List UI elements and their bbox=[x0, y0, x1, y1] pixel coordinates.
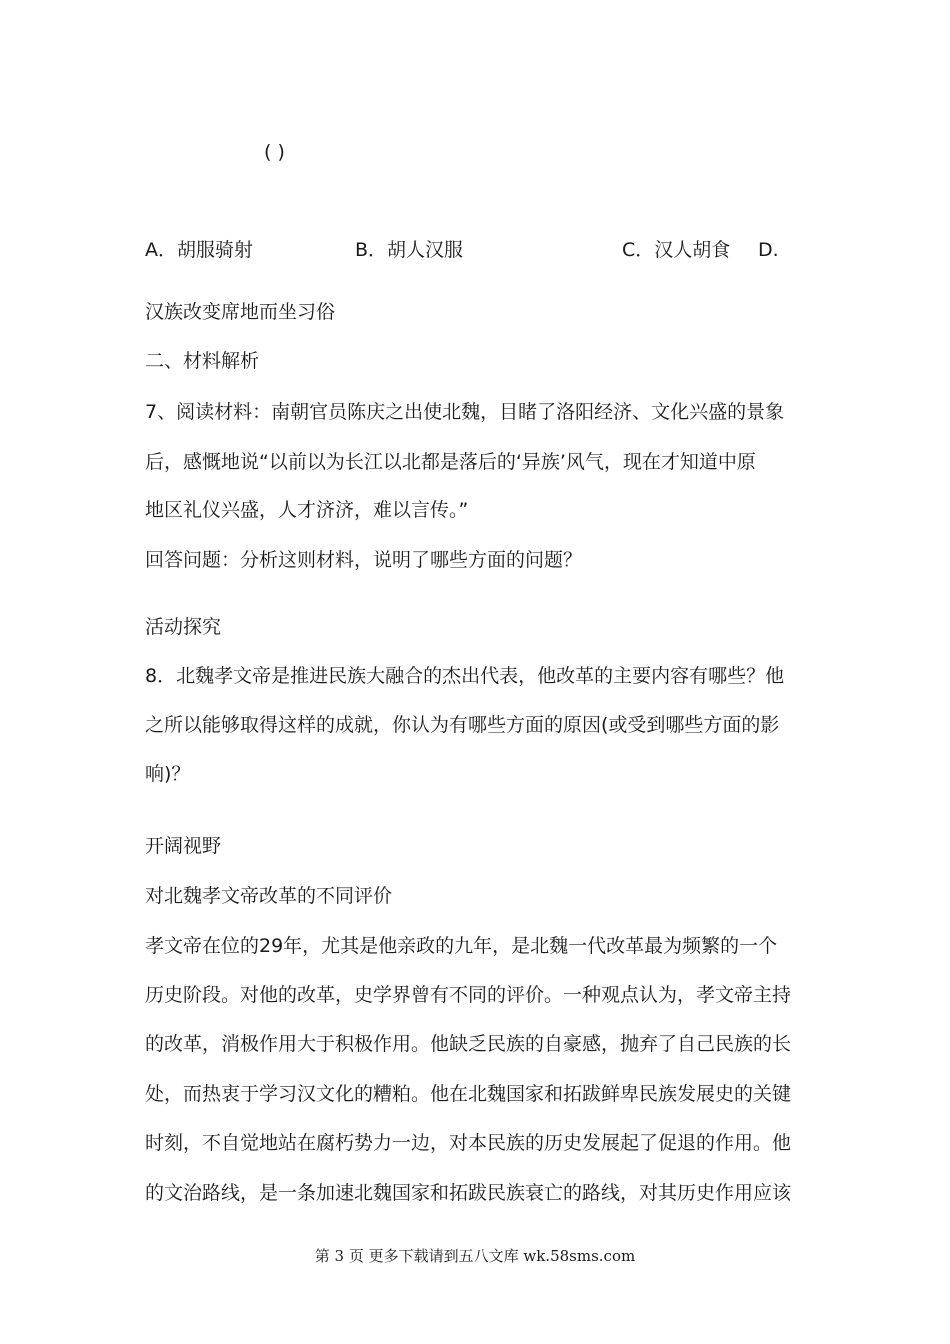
question7-line: 地区礼仪兴盛，人才济济，难以言传。” bbox=[145, 499, 469, 521]
question8-line: 响)？ bbox=[145, 763, 191, 785]
question7-line: 后，感慨地说“以前以为长江以北都是落后的‘异族’风气，现在才知道中原 bbox=[145, 451, 756, 473]
article-line: 历史阶段。对他的改革，史学界曾有不同的评价。一种观点认为，孝文帝主持 bbox=[145, 984, 792, 1006]
article-title: 对北魏孝文帝改革的不同评价 bbox=[145, 885, 393, 907]
question7-line: 7、阅读材料：南朝官员陈庆之出使北魏，目睹了洛阳经济、文化兴盛的景象 bbox=[145, 401, 785, 423]
option-d-text: 汉族改变席地而坐习俗 bbox=[145, 301, 336, 323]
article-line: 的文治路线，是一条加速北魏国家和拓跋民族衰亡的路线，对其历史作用应该 bbox=[145, 1182, 792, 1204]
answer-parentheses: ( ) bbox=[264, 141, 285, 163]
question7-prompt: 回答问题：分析这则材料，说明了哪些方面的问题？ bbox=[145, 549, 583, 571]
question8-line: 8．北魏孝文帝是推进民族大融合的杰出代表，他改革的主要内容有哪些？他 bbox=[145, 665, 785, 687]
option-a: A．胡服骑射 bbox=[145, 239, 253, 261]
article-line: 处，而热衷于学习汉文化的糟粕。他在北魏国家和拓跋鲜卑民族发展史的关键 bbox=[145, 1083, 792, 1105]
option-b: B．胡人汉服 bbox=[355, 239, 464, 261]
section-heading-horizon: 开阔视野 bbox=[145, 835, 222, 857]
article-line: 时刻，不自觉地站在腐朽势力一边，对本民族的历史发展起了促退的作用。他 bbox=[145, 1132, 792, 1154]
section-heading-materials: 二、材料解析 bbox=[145, 350, 260, 372]
question8-line: 之所以能够取得这样的成就，你认为有哪些方面的原因(或受到哪些方面的影 bbox=[145, 714, 780, 736]
option-c: C．汉人胡食 bbox=[622, 239, 731, 261]
option-d: D. bbox=[758, 239, 779, 261]
article-line: 的改革，消极作用大于积极作用。他缺乏民族的自豪感，抛弃了自己民族的长 bbox=[145, 1033, 792, 1055]
section-heading-activity: 活动探究 bbox=[145, 616, 222, 638]
page-footer: 第 3 页 更多下载请到五八文库 wk.58sms.com bbox=[314, 1247, 636, 1265]
article-line: 孝文帝在位的29年，尤其是他亲政的九年，是北魏一代改革最为频繁的一个 bbox=[145, 935, 778, 957]
